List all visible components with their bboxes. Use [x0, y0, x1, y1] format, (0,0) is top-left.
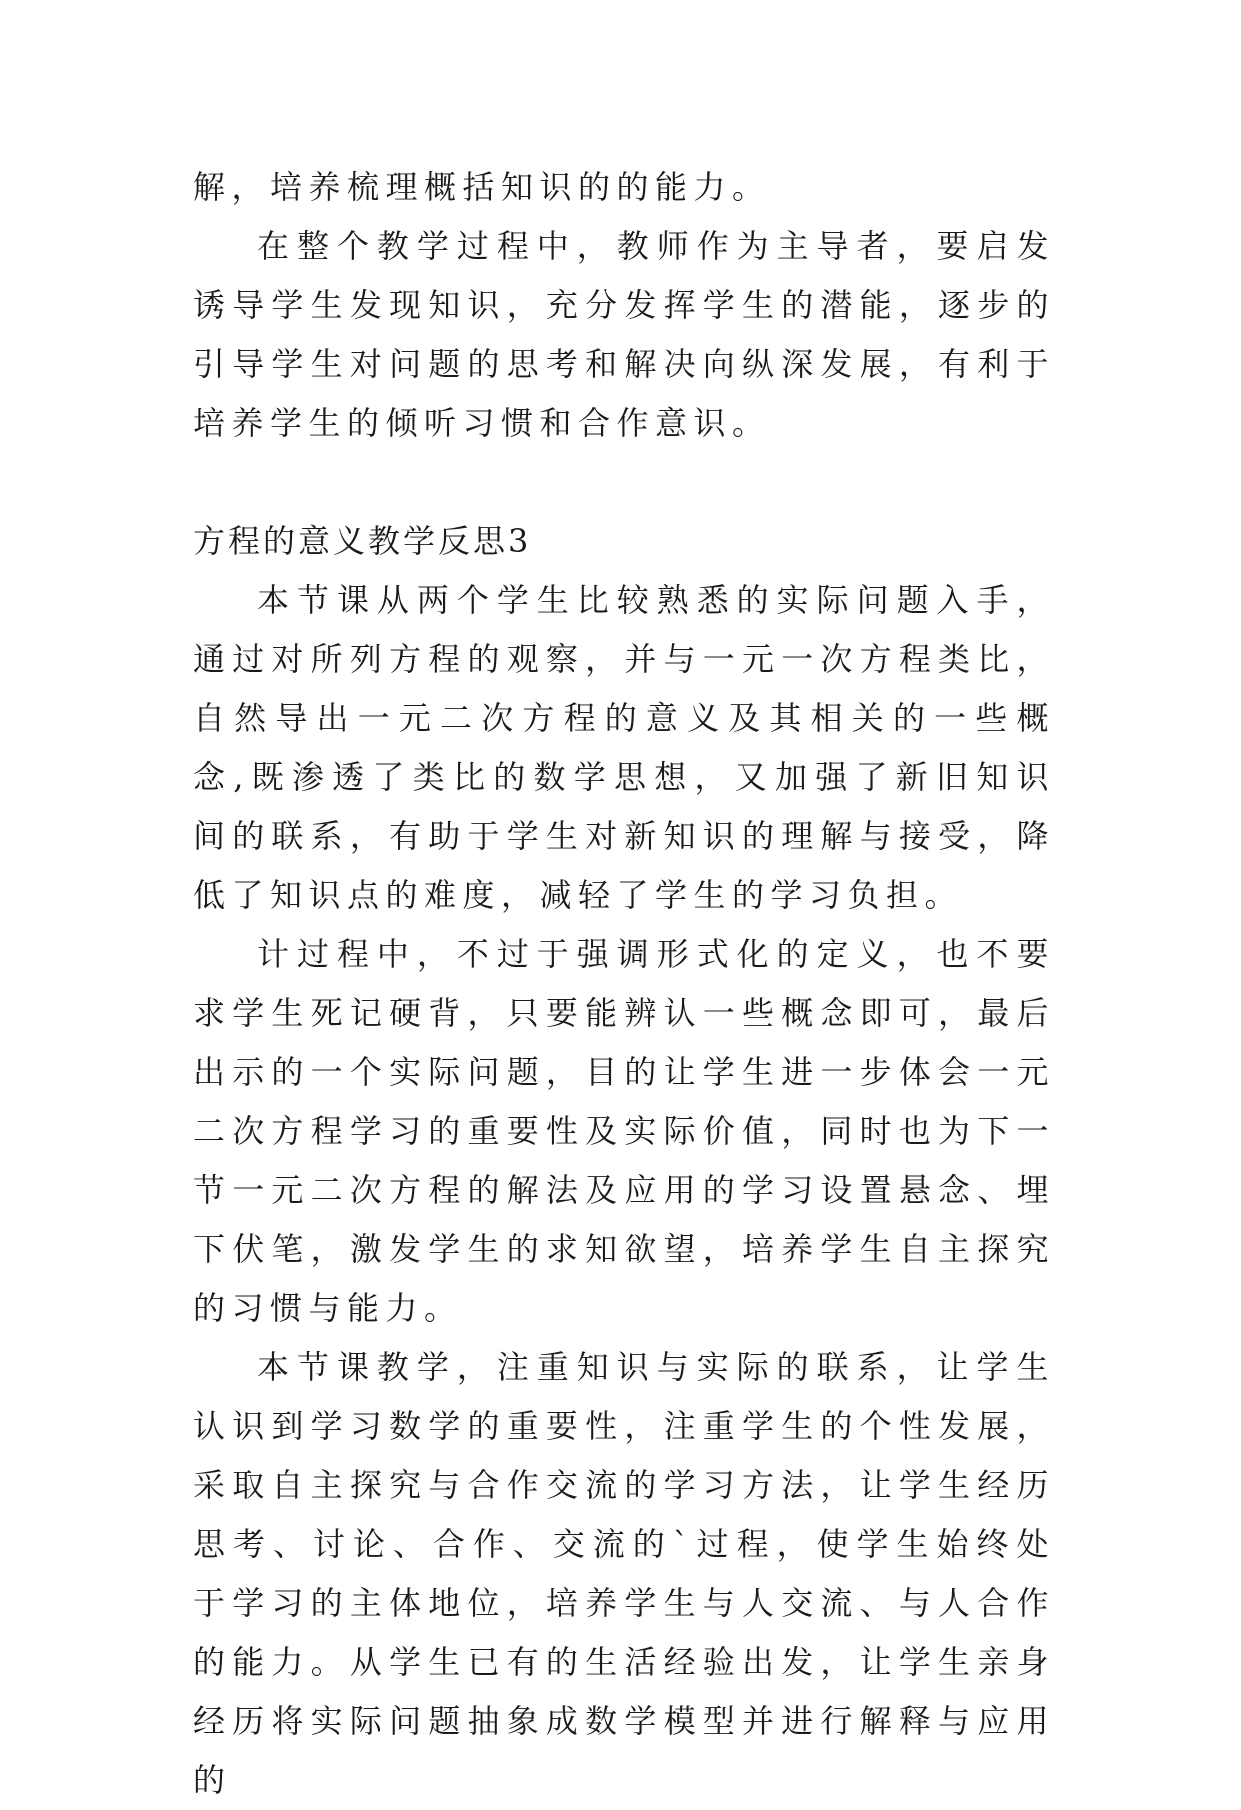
paragraph-continuation: 解，培养梳理概括知识的的能力。 — [193, 168, 771, 206]
paragraph-lesson-intro: 本节课从两个学生比较熟悉的实际问题入手，通过对所列方程的观察，并与一元一次方程类比，自然导出一元二次方程的意义及其相关的一些概念,既渗透了类比的数学思想，又加强了新旧知识间的联系，有助于学生对新知识的理解与接受，降低了知识点的难度，减轻了学生的学习负担。 — [193, 581, 1055, 914]
paragraph-teaching-process: 在整个教学过程中，教师作为主导者，要启发诱导学生发现知识，充分发挥学生的潜能，逐步的引导学生对问题的思考和解决向纵深发展，有利于培养学生的倾听习惯和合作意识。 — [193, 227, 1055, 442]
paragraph-teaching-focus: 本节课教学，注重知识与实际的联系，让学生认识到学习数学的重要性，注重学生的个性发展，采取自主探究与合作交流的学习方法，让学生经历思考、讨论、合作、交流的`过程，使学生始终处于学习的主体地位，培养学生与人交流、与人合作的能力。从学生已有的生活经验出发，让学生亲身经历将实际问题抽象成数学模型并进行解释与应用的 — [193, 1348, 1055, 1799]
section-heading: 方程的意义教学反思3 — [193, 522, 532, 560]
paragraph-spacer — [193, 453, 1055, 512]
document-body — [193, 158, 1055, 1810]
paragraph-design-process: 计过程中，不过于强调形式化的定义，也不要求学生死记硬背，只要能辨认一些概念即可，最后出示的一个实际问题，目的让学生进一步体会一元二次方程学习的重要性及实际价值，同时也为下一节一元二次方程的解法及应用的学习设置悬念、埋下伏笔，激发学生的求知欲望，培养学生自主探究的习惯与能力。 — [193, 935, 1055, 1327]
